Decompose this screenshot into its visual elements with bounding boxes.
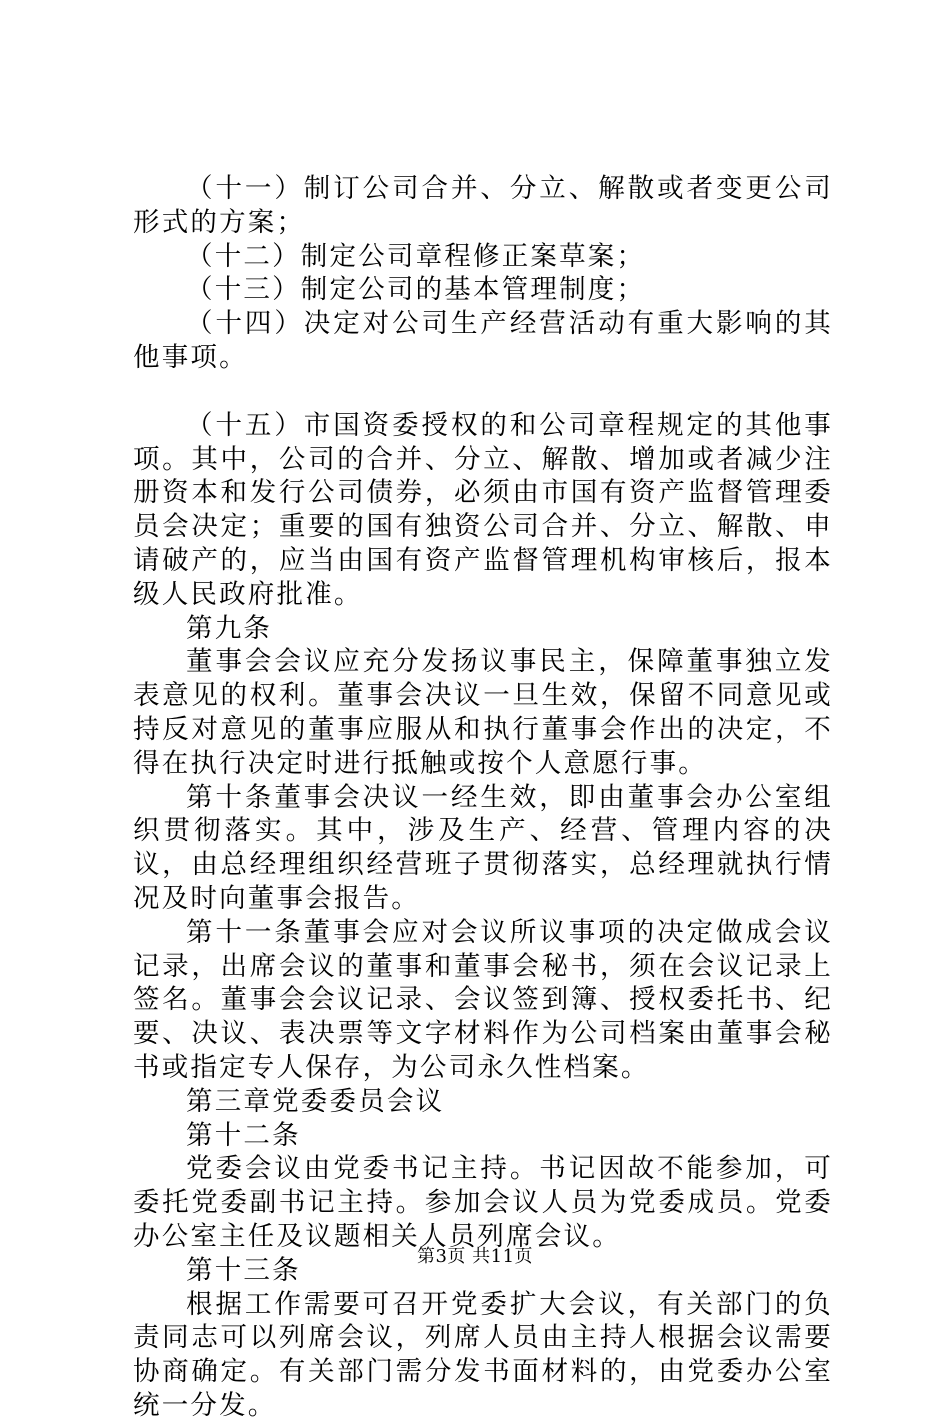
chapter-3-heading: 第三章党委委员会议 [186, 1085, 445, 1117]
article-13-text: 根据工作需要可召开党委扩大会议，有关部门的负责同志可以列席会议，列席人员由主持人根据会议需要协商确定。有关部门需分发书面材料的，由党委办公室统一分发。 [133, 1288, 833, 1421]
clause-15: （十五）市国资委授权的和公司章程规定的其他事项。其中，公司的合并、分立、解散、增加或者减少注册资本和发行公司债券，必须由市国有资产监督管理委员会决定；重要的国有独资公司合并、分立、解散、申请破产的，应当由国有资产监督管理机构审核后，报本级人民政府批准。 [133, 409, 833, 610]
clause-14: （十四）决定对公司生产经营活动有重大影响的其他事项。 [133, 308, 833, 373]
page-number-footer: 第3页 共11页 [416, 1246, 534, 1267]
article-10: 第十条董事会决议一经生效，即由董事会办公室组织贯彻落实。其中，涉及生产、经营、管理内容的决议，由总经理组织经营班子贯彻落实，总经理就执行情况及时向董事会报告。 [133, 781, 833, 914]
article-13-heading: 第十三条 [186, 1254, 301, 1286]
clause-12: （十二）制定公司章程修正案草案； [186, 240, 646, 272]
article-12-text: 党委会议由党委书记主持。书记因故不能参加，可委托党委副书记主持。参加会议人员为党委成员。党委办公室主任及议题相关人员列席会议。 [133, 1153, 833, 1252]
document-body [133, 172, 833, 1423]
article-12-heading: 第十二条 [186, 1119, 301, 1151]
clause-11: （十一）制订公司合并、分立、解散或者变更公司形式的方案； [133, 173, 833, 238]
article-9-heading: 第九条 [186, 612, 273, 644]
clause-13: （十三）制定公司的基本管理制度； [186, 274, 646, 306]
article-11: 第十一条董事会应对会议所议事项的决定做成会议记录，出席会议的董事和董事会秘书，须在会议记录上签名。董事会会议记录、会议签到簿、授权委托书、纪要、决议、表决票等文字材料作为公司档案由董事会秘书或指定专人保存，为公司永久性档案。 [133, 916, 833, 1083]
article-9-text: 董事会会议应充分发扬议事民主，保障董事独立发表意见的权利。董事会决议一旦生效，保留不同意见或持反对意见的董事应服从和执行董事会作出的决定，不得在执行决定时进行抵触或按个人意愿行事。 [133, 646, 833, 779]
